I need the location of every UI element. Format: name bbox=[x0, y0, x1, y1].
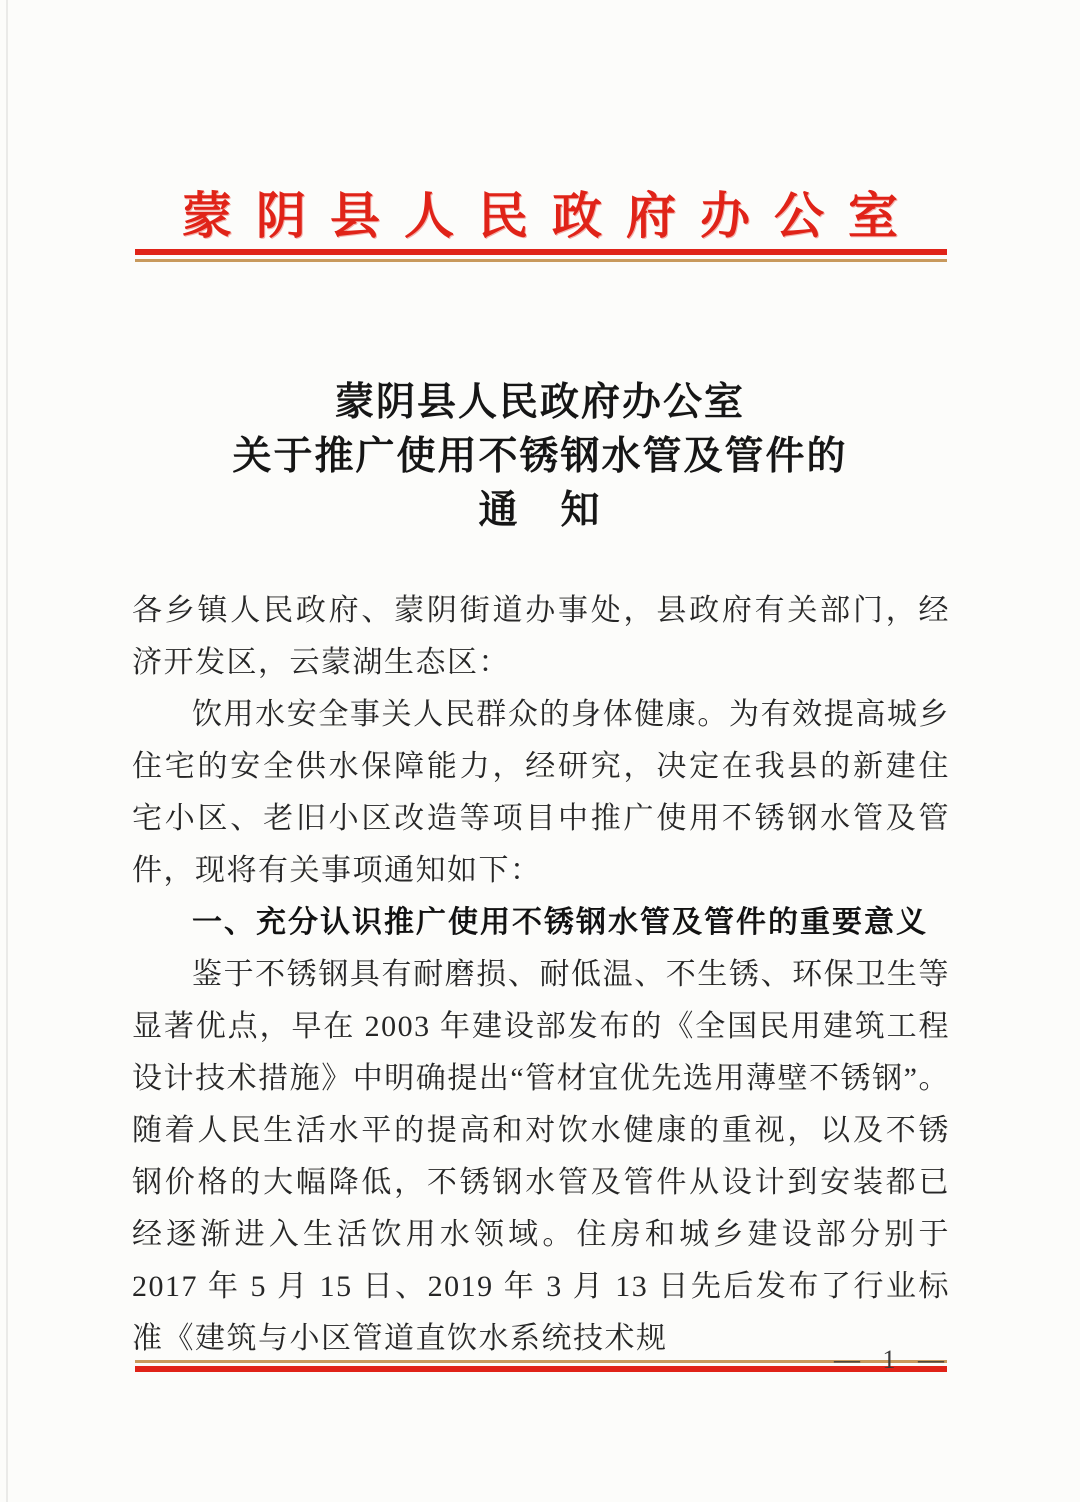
title-line-1: 蒙阴县人民政府办公室 bbox=[334, 381, 745, 424]
document-body bbox=[132, 585, 950, 1365]
recipients-line: 各乡镇人民政府、蒙阴街道办事处，县政府有关部门，经济开发区，云蒙湖生态区： bbox=[132, 594, 950, 679]
header-rule-red bbox=[135, 249, 947, 255]
paragraph-section-1: 鉴于不锈钢具有耐磨损、耐低温、不生锈、环保卫生等显著优点，早在 2003 年建设部发布的《全国民用建筑工程设计技术措施》中明确提出“管材宜优先选用薄壁不锈钢”。随着人民生活水平的提高和对饮水健康的重视，以及不锈钢价格的大幅降低，不锈钢水管及管件从设计到安装都已经逐渐进入生活饮用水领域。住房和城乡建设部分别于 2017 年 5 月 15 日、2019 年 3 月 13 日先后发布了行业标准《建筑与小区管道直饮水系统技术规 bbox=[132, 958, 950, 1355]
letterhead-title: 蒙阴县人民政府办公室 bbox=[182, 188, 922, 244]
page-number: — 1 — bbox=[834, 1345, 952, 1374]
section-1-heading: 一、充分认识推广使用不锈钢水管及管件的重要意义 bbox=[192, 906, 928, 939]
paragraph-intro: 饮用水安全事关人民群众的身体健康。为有效提高城乡住宅的安全供水保障能力，经研究，决定在我县的新建住宅小区、老旧小区改造等项目中推广使用不锈钢水管及管件，现将有关事项通知如下： bbox=[132, 698, 950, 887]
title-line-3: 通 知 bbox=[478, 489, 602, 532]
title-line-2: 关于推广使用不锈钢水管及管件的 bbox=[232, 435, 848, 478]
footer-rule-red bbox=[135, 1366, 947, 1372]
document-title bbox=[0, 376, 1080, 538]
footer-rule-gold bbox=[135, 1360, 947, 1363]
header-rule-gold bbox=[135, 259, 947, 262]
